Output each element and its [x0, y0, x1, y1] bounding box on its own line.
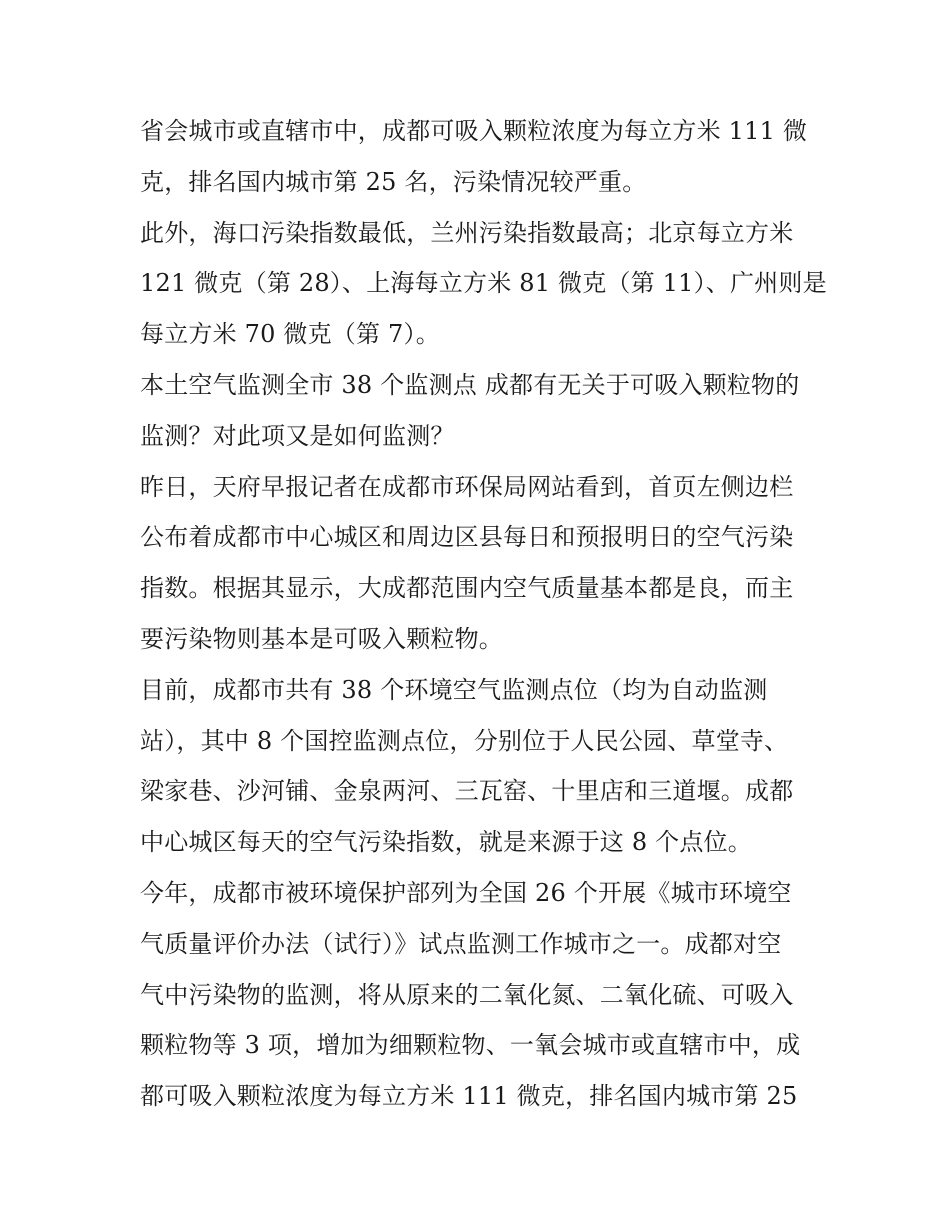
- text-line: 中心城区每天的空气污染指数，就是来源于这 8 个点位。: [140, 828, 752, 857]
- text-line: 指数。根据其显示，大成都范围内空气质量基本都是良，而主: [140, 574, 794, 603]
- text-line: 本土空气监测全市 38 个监测点 成都有无关于可吸入颗粒物的: [140, 370, 800, 399]
- text-line: 都可吸入颗粒浓度为每立方米 111 微克，排名国内城市第 25: [140, 1082, 798, 1111]
- text-line: 气质量评价办法（试行）》试点监测工作城市之一。成都对空: [140, 929, 782, 958]
- text-line: 梁家巷、沙河铺、金泉两河、三瓦窑、十里店和三道堰。成都: [140, 777, 794, 806]
- text-line: 颗粒物等 3 项，增加为细颗粒物、一氧会城市或直辖市中，成: [140, 1031, 801, 1060]
- text-line: 克，排名国内城市第 25 名，污染情况较严重。: [140, 167, 647, 196]
- text-line: 省会城市或直辖市中，成都可吸入颗粒浓度为每立方米 111 微: [140, 117, 808, 145]
- text-line: 今年，成都市被环境保护部列为全国 26 个开展《城市环境空: [140, 878, 792, 907]
- document-body: [140, 111, 827, 1127]
- text-line: 站），其中 8 个国控监测点位，分别位于人民公园、草堂寺、: [140, 726, 789, 755]
- text-line: 121 微克（第 28）、上海每立方米 81 微克（第 11）、广州则是: [140, 269, 827, 298]
- text-line: 此外，海口污染指数最低，兰州污染指数最高；北京每立方米: [140, 218, 794, 247]
- text-line: 昨日，天府早报记者在成都市环保局网站看到，首页左侧边栏: [140, 472, 794, 501]
- text-line: 公布着成都市中心城区和周边区县每日和预报明日的空气污染: [140, 523, 794, 552]
- text-line: 气中污染物的监测，将从原来的二氧化氮、二氧化硫、可吸入: [140, 980, 794, 1009]
- text-line: 要污染物则基本是可吸入颗粒物。: [140, 624, 503, 653]
- text-line: 每立方米 70 微克（第 7）。: [140, 320, 440, 349]
- text-line: 监测？对此项又是如何监测？: [140, 421, 455, 450]
- text-line: 目前，成都市共有 38 个环境空气监测点位（均为自动监测: [140, 675, 768, 704]
